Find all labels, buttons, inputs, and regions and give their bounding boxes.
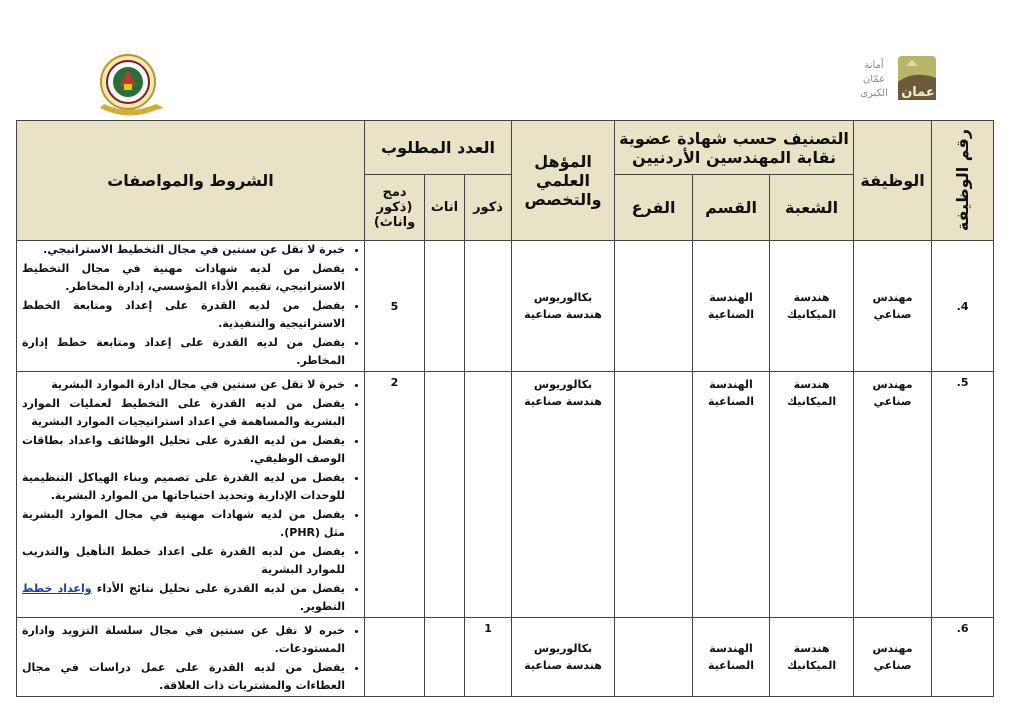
males-count — [465, 372, 512, 618]
condition-item: • يفضل من لديه القدرة على التخطيط لعمليات الموارد البشرية والمساهمة في اعداد استراتيجيات الموارد البشرية — [22, 395, 345, 431]
condition-item: • يفضل من لديه القدرة على اعداد خطط التأهيل والتدريب للموارد البشرية — [22, 543, 345, 579]
condition-item: • يفضل من لديه القدرة على إعداد ومتابعة خطط إدارة المخاطر. — [22, 334, 345, 370]
header-count: العدد المطلوب — [365, 121, 512, 175]
qualification: بكالوريوس هندسة صناعية — [512, 618, 615, 697]
conditions-cell — [17, 618, 365, 697]
header-job-no: رقم الوظيفة — [932, 121, 994, 241]
branch — [615, 241, 693, 372]
condition-text: التطوير. — [299, 600, 345, 613]
condition-item: • خبرة لا تقل عن سنتين في مجال التخطيط الاستراتيجي. — [22, 241, 345, 259]
svg-text:الكبرى: الكبرى — [860, 88, 888, 99]
condition-item: • يفضل من لديه القدرة على تحليل الوظائف واعداد بطاقات الوصف الوظيفي. — [22, 432, 345, 468]
svg-text:عمان: عمان — [901, 85, 935, 100]
condition-item: • يفضل من لديه القدرة على عمل دراسات في مجال العطاءات والمشتريات ذات العلاقة. — [22, 659, 345, 695]
header-qualification: المؤهل العلمي والتخصص — [512, 121, 615, 241]
header-job: الوظيفة — [854, 121, 932, 241]
underlined-text: واعداد خطط — [22, 582, 92, 595]
males-count: 1 — [465, 618, 512, 697]
job-title: مهندس صناعي — [854, 241, 932, 372]
females-count — [425, 372, 465, 618]
conditions-cell — [17, 241, 365, 372]
condition-item: • يفضل من لديه شهادات مهنية في مجال التخطيط الاستراتيجي، تقييم الأداء المؤسسي، إدارة المخاطر. — [22, 260, 345, 296]
header-branch: الفرع — [615, 175, 693, 241]
mixed-count: 2 — [365, 372, 425, 618]
condition-item: • خبرة لا تقل عن سنتين في مجال ادارة الموارد البشرية — [22, 376, 345, 394]
section: الهندسة الصناعية — [693, 241, 770, 372]
section: الهندسة الصناعية — [693, 618, 770, 697]
job-title: مهندس صناعي — [854, 372, 932, 618]
svg-text:أمانة: أمانة — [864, 60, 884, 71]
job-number: 4. — [932, 241, 994, 372]
condition-item — [22, 580, 345, 616]
job-number: 6. — [932, 618, 994, 697]
division: هندسة الميكانيك — [770, 618, 854, 697]
conditions-cell — [17, 372, 365, 618]
mixed-count: 5 — [365, 241, 425, 372]
qualification: بكالوريوس هندسة صناعية — [512, 241, 615, 372]
header-conditions: الشروط والمواصفات — [17, 121, 365, 241]
branch — [615, 372, 693, 618]
table-row — [17, 372, 994, 618]
females-count — [425, 618, 465, 697]
job-title: مهندس صناعي — [854, 618, 932, 697]
females-count — [425, 241, 465, 372]
branch — [615, 618, 693, 697]
division: هندسة الميكانيك — [770, 372, 854, 618]
header-females: اناث — [425, 175, 465, 241]
condition-item: • يفضل من لديه القدرة على تصميم وبناء الهياكل التنظيمية للوحدات الإدارية وتحديد احتياجاتها من الموارد البشرية. — [22, 469, 345, 505]
condition-item: • يفضل من لديه شهادات مهنية في مجال الموارد البشرية مثل (PHR). — [22, 506, 345, 542]
table-row — [17, 618, 994, 697]
section: الهندسة الصناعية — [693, 372, 770, 618]
header-section: القسم — [693, 175, 770, 241]
table-row — [17, 241, 994, 372]
males-count — [465, 241, 512, 372]
header-mixed: دمج (ذكور واناث) — [365, 175, 425, 241]
seal-logo — [98, 52, 168, 118]
header-classification: التصنيف حسب شهادة عضوية نقابة المهندسين الأردنيين — [615, 121, 854, 175]
svg-text:عمّان: عمّان — [862, 74, 886, 85]
division: هندسة الميكانيك — [770, 241, 854, 372]
condition-item: • يفضل من لديه القدرة على إعداد ومتابعة الخطط الاستراتيجية والتنفيذية. — [22, 297, 345, 333]
jobs-table — [16, 120, 994, 697]
mixed-count — [365, 618, 425, 697]
condition-text: يفضل من لديه القدرة على تحليل نتائج الأداء — [91, 582, 345, 595]
job-number: 5. — [932, 372, 994, 618]
qualification: بكالوريوس هندسة صناعية — [512, 372, 615, 618]
condition-item: • خبره لا تقل عن سنتين في مجال سلسلة التزويد وادارة المستودعات. — [22, 622, 345, 658]
amman-municipality-logo — [852, 52, 940, 104]
header-division: الشعبة — [770, 175, 854, 241]
header-males: ذكور — [465, 175, 512, 241]
